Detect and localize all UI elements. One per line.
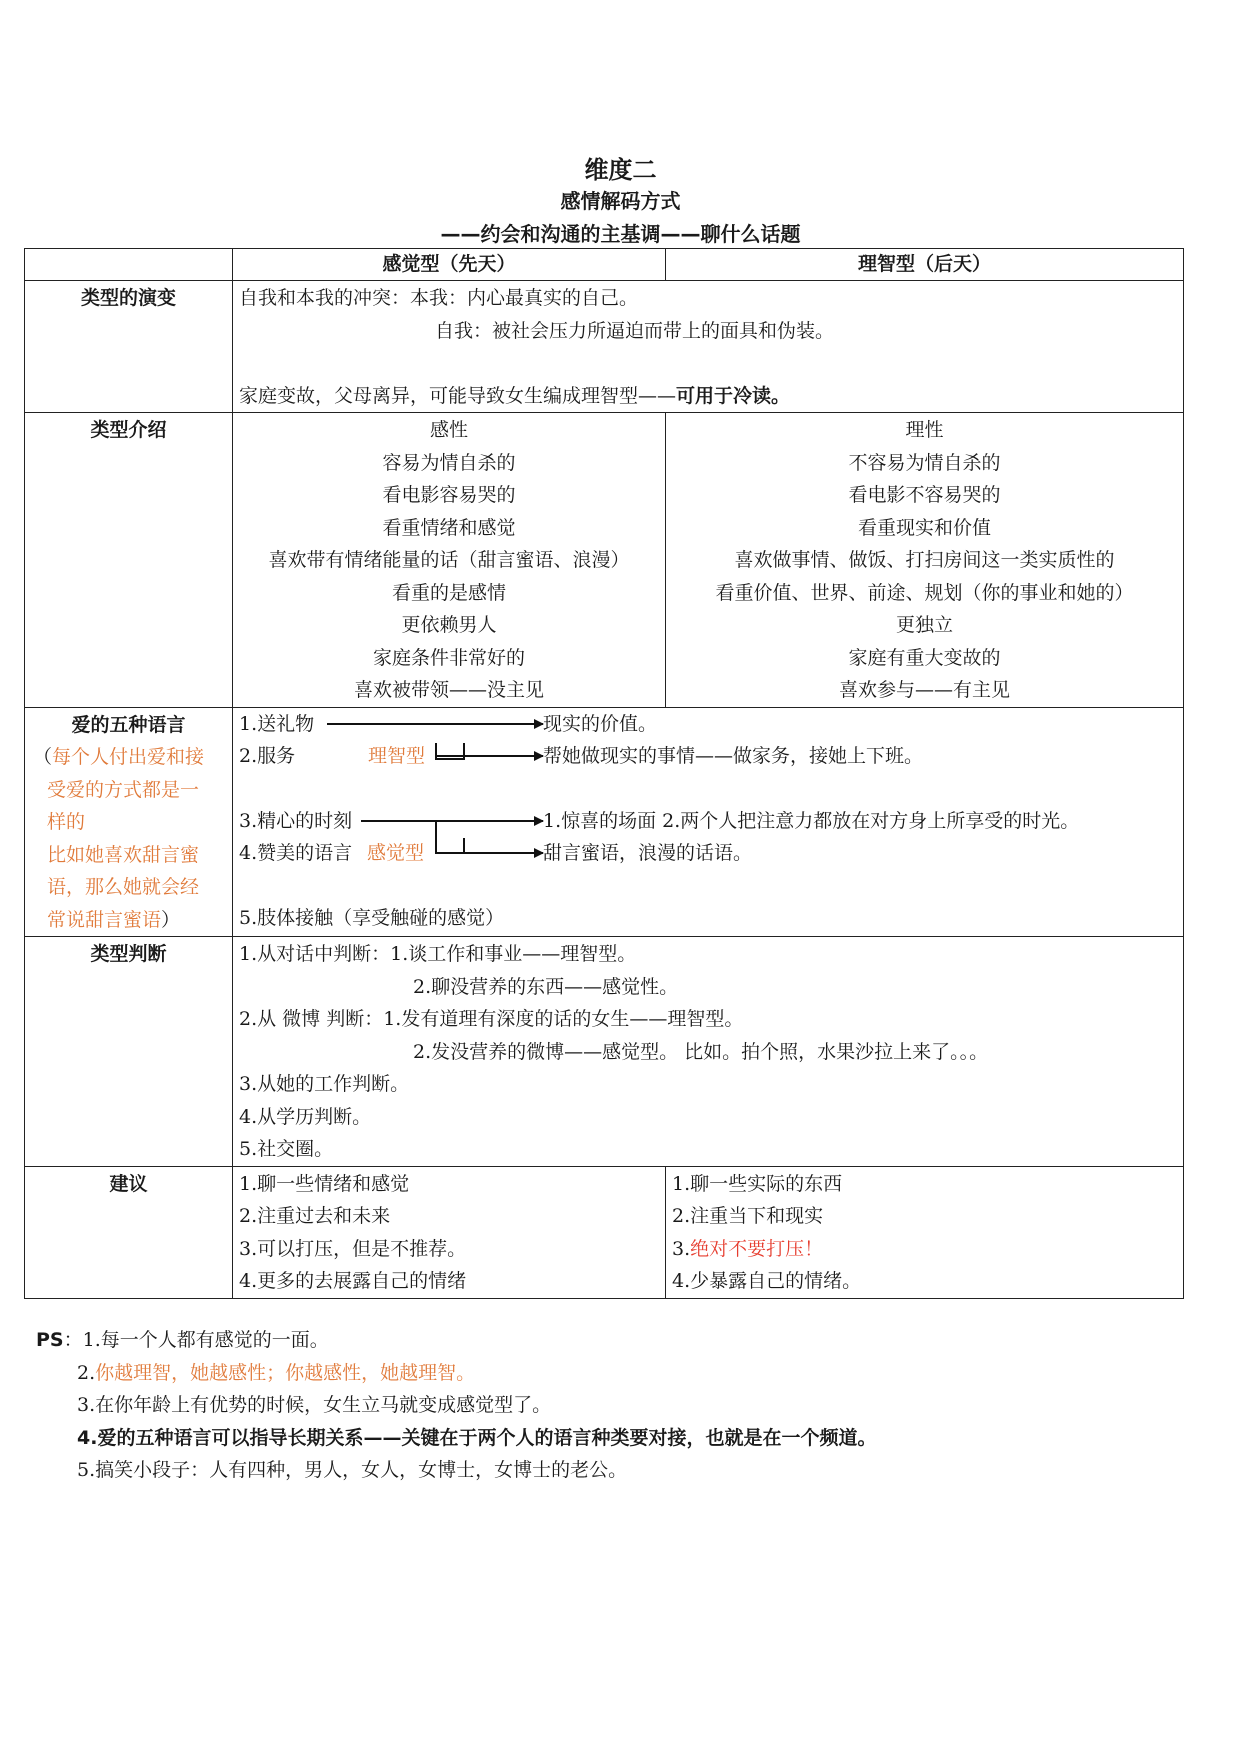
intro-feeling-item: 家庭条件非常好的 xyxy=(372,646,525,669)
intro-feeling-item: 喜欢被带领——没主见 xyxy=(353,679,544,701)
row-label-intro: 类型介绍 xyxy=(25,413,233,708)
ps-label: PS xyxy=(36,1329,64,1351)
love-item-4: 4.赞美的语言 xyxy=(239,841,353,864)
row-label-advice: 建议 xyxy=(25,1166,233,1298)
advice-feeling-cell xyxy=(233,1166,666,1298)
intro-rational-item: 看电影不容易哭的 xyxy=(848,484,1001,506)
love-target-4: 甜言蜜语，浪漫的话语。 xyxy=(543,841,753,864)
advice-feeling-item: 4.更多的去展露自己的情绪 xyxy=(239,1270,467,1292)
judge-cell xyxy=(233,937,1184,1167)
intro-rational-item: 理性 xyxy=(905,419,944,441)
intro-rational-cell xyxy=(666,413,1184,708)
intro-rational-item: 家庭有重大变故的 xyxy=(848,646,1001,669)
love-item-3: 3.精心的时刻 xyxy=(239,809,353,832)
judge-line: 3.从她的工作判断。 xyxy=(239,1073,410,1095)
love-diagram-cell xyxy=(233,707,1184,937)
ps-line-5: 5.搞笑小段子：人有四种，男人，女人，女博士，女博士的老公。 xyxy=(77,1459,628,1481)
love-target-3: 1.惊喜的场面 2.两个人把注意力都放在对方身上所享受的时光。 xyxy=(543,809,1080,832)
intro-feeling-item: 看重情绪和感觉 xyxy=(382,516,516,539)
love-note-line: 比如她喜欢甜言蜜 xyxy=(47,843,200,866)
intro-feeling-item: 感性 xyxy=(429,419,468,441)
ps-item-2-num: 2. xyxy=(77,1361,96,1384)
intro-rational-item: 喜欢做事情、做饭、打扫房间这一类实质性的 xyxy=(734,549,1115,571)
love-item-1: 1.送礼物 xyxy=(239,712,315,735)
love-note-line: 样的 xyxy=(47,811,86,833)
love-item-5: 5.肢体接触（享受触碰的感觉） xyxy=(239,906,505,929)
intro-rational-item: 看重现实和价值 xyxy=(857,516,991,539)
love-item-2: 2.服务 xyxy=(239,744,296,767)
intro-feeling-item: 容易为情自杀的 xyxy=(382,451,516,474)
ps-item-1: 1.每一个人都有感觉的一面。 xyxy=(82,1329,329,1351)
love-note-text: 每个人付出爱和接 xyxy=(52,746,205,768)
ps-sep: ： xyxy=(63,1329,83,1351)
evolution-blank-line xyxy=(239,347,1183,380)
advice-rational-item: 4.少暴露自己的情绪。 xyxy=(672,1270,862,1292)
judge-line: 1.从对话中判断：1.谈工作和事业——理智型。 xyxy=(239,943,637,965)
row-judge xyxy=(25,937,1184,1167)
love-target-2: 帮她做现实的事情——做家务，接她上下班。 xyxy=(543,744,924,767)
page-title: 维度二 xyxy=(584,156,657,184)
love-note-text: 常说甜言蜜语 xyxy=(47,908,162,931)
judge-line: 2.聊没营养的东西——感觉性。 xyxy=(413,975,679,998)
advice-feeling-item: 3.可以打压，但是不推荐。 xyxy=(239,1237,467,1260)
love-note-line xyxy=(25,904,232,937)
row-label-judge: 类型判断 xyxy=(25,937,233,1167)
intro-rational-item: 不容易为情自杀的 xyxy=(848,451,1001,474)
intro-feeling-item: 喜欢带有情绪能量的话（甜言蜜语、浪漫） xyxy=(268,549,630,571)
love-note-line: 受爱的方式都是一 xyxy=(47,778,200,801)
advice-rational-cell xyxy=(666,1166,1184,1298)
ps-line-1 xyxy=(36,1324,876,1357)
ps-notes xyxy=(36,1324,876,1487)
ps-line-2 xyxy=(36,1357,876,1390)
row-intro xyxy=(25,413,1184,708)
love-note-close-paren: ） xyxy=(161,908,181,931)
ps-line-3: 3.在你年龄上有优势的时候，女生立马就变成感觉型了。 xyxy=(77,1394,552,1416)
row-label-evolution: 类型的演变 xyxy=(25,281,233,413)
intro-rational-item: 看重价值、世界、前途、规划（你的事业和她的） xyxy=(715,581,1134,604)
evolution-line-3-bold: 可用于冷读。 xyxy=(676,384,791,407)
judge-line: 2.发没营养的微博——感觉型。 比如。拍个照，水果沙拉上来了。。。 xyxy=(413,1040,989,1063)
ps-item-2-text: 你越理智，她越感性；你越感性，她越理智。 xyxy=(95,1361,476,1384)
header-empty-cell xyxy=(25,249,233,281)
judge-line: 5.社交圈。 xyxy=(239,1138,334,1160)
page-subtitle: 感情解码方式 xyxy=(560,189,681,213)
advice-rational-3-num: 3. xyxy=(672,1237,691,1260)
love-group-rational: 理智型 xyxy=(368,744,426,767)
intro-feeling-item: 看电影容易哭的 xyxy=(382,484,516,506)
row-love-languages xyxy=(25,707,1184,937)
header-feeling: 感觉型（先天） xyxy=(233,249,666,281)
advice-feeling-item: 2.注重过去和未来 xyxy=(239,1205,391,1227)
intro-feeling-item: 更依赖男人 xyxy=(401,614,497,636)
advice-feeling-item: 1.聊一些情绪和感觉 xyxy=(239,1172,410,1195)
advice-rational-item xyxy=(672,1233,1183,1266)
header-row xyxy=(25,249,1184,281)
bracket-feeling xyxy=(436,821,464,853)
evolution-line-3 xyxy=(239,380,1183,413)
evolution-line-1: 自我和本我的冲突：本我：内心最真实的自己。 xyxy=(239,287,639,309)
love-note-line xyxy=(25,741,232,774)
row-evolution xyxy=(25,281,1184,413)
header-rational: 理智型（后天） xyxy=(666,249,1184,281)
intro-rational-item: 喜欢参与——有主见 xyxy=(838,679,1010,701)
advice-rational-item: 1.聊一些实际的东西 xyxy=(672,1172,843,1195)
love-note-open-paren: （ xyxy=(33,746,53,768)
advice-rational-3-text: 绝对不要打压！ xyxy=(690,1237,824,1260)
row-advice xyxy=(25,1166,1184,1298)
intro-rational-item: 更独立 xyxy=(895,614,953,636)
page-subsubtitle: ——约会和沟通的主基调——聊什么话题 xyxy=(440,222,801,246)
love-target-1: 现实的价值。 xyxy=(543,712,658,735)
judge-line: 4.从学历判断。 xyxy=(239,1105,372,1128)
evolution-line-2: 自我：被社会压力所逼迫而带上的面具和伪装。 xyxy=(435,319,835,342)
ps-line-4: 4.爱的五种语言可以指导长期关系——关键在于两个人的语言种类要对接，也就是在一个频道。 xyxy=(77,1426,877,1449)
evolution-line-3-text: 家庭变故，父母离异，可能导致女生编成理智型—— xyxy=(239,384,677,407)
intro-feeling-cell xyxy=(233,413,666,708)
evolution-cell xyxy=(233,281,1184,413)
love-group-feeling: 感觉型 xyxy=(367,841,425,864)
judge-line: 2.从 微博 判断：1.发有道理有深度的话的女生——理智型。 xyxy=(239,1008,744,1030)
love-label-title: 爱的五种语言 xyxy=(71,713,186,736)
comparison-table xyxy=(24,248,1184,1299)
advice-rational-item: 2.注重当下和现实 xyxy=(672,1205,824,1227)
intro-feeling-item: 看重的是感情 xyxy=(391,581,506,604)
row-label-love xyxy=(25,707,233,937)
love-note-line: 语，那么她就会经 xyxy=(47,876,200,898)
love-diagram xyxy=(233,708,1183,935)
